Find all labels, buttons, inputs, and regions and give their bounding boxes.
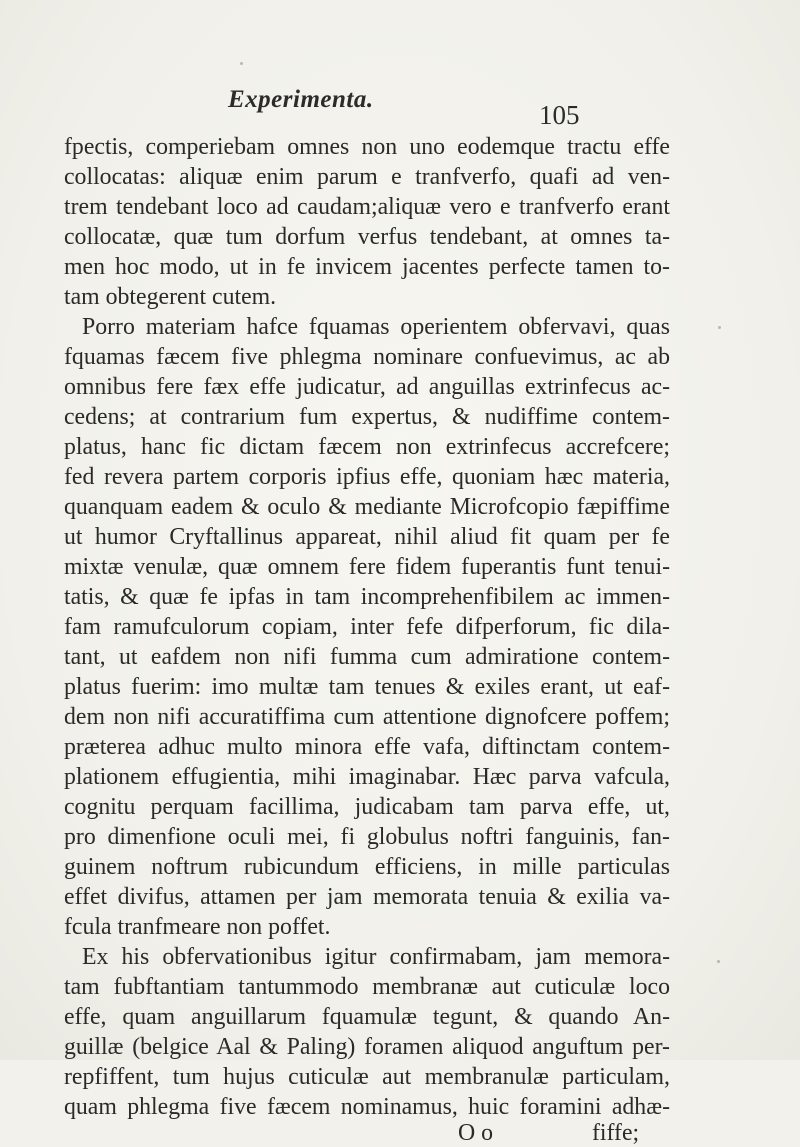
text-line: quanquam eadem & oculo & mediante Microfcopio fæpiffime (64, 494, 670, 520)
text-line: pro dimenfione oculi mei, fi globulus noftri fanguinis, fan- (64, 824, 670, 850)
text-line: tam fubftantiam tantummodo membranæ aut cuticulæ loco (64, 974, 670, 1000)
signature-mark: O o (458, 1120, 494, 1146)
text-line: omnibus fere fæx effe judicatur, ad anguillas extrinfecus ac- (64, 374, 670, 400)
text-line: collocatas: aliquæ enim parum e tranfverfo, quafi ad ven- (64, 164, 670, 190)
text-line: præterea adhuc multo minora effe vafa, diftinctam contem- (64, 734, 670, 760)
text-line: guillæ (belgice Aal & Paling) foramen aliquod anguftum per- (64, 1034, 670, 1060)
text-line: quam phlegma five fæcem nominamus, huic foramini adhæ- (64, 1094, 670, 1120)
text-line: tatis, & quæ fe ipfas in tam incomprehenfibilem ac immen- (64, 584, 670, 610)
text-line: tam obtegerent cutem. (64, 284, 277, 310)
text-line: repfiffent, tum hujus cuticulæ aut membranulæ particulam, (64, 1064, 670, 1090)
text-line: effet divifus, attamen per jam memorata tenuia & exilia va- (64, 884, 670, 910)
text-line: plationem effugientia, mihi imaginabar. Hæc parva vafcula, (64, 764, 670, 790)
text-line: dem non nifi accuratiffima cum attentione dignofcere poffem; (64, 704, 670, 730)
catchword: fiffe; (592, 1120, 640, 1146)
text-line: platus fuerim: imo multæ tam tenues & exiles erant, ut eaf- (64, 674, 670, 700)
text-line: fed revera partem corporis ipfius effe, quoniam hæc materia, (64, 464, 670, 490)
text-line: Ex his obfervationibus igitur confirmabam, jam memora- (82, 944, 670, 970)
text-line: ut humor Cryftallinus appareat, nihil aliud fit quam per fe (64, 524, 670, 550)
paper-speck (718, 326, 721, 329)
page-number: 105 (539, 100, 580, 130)
running-title: Experimenta. (228, 86, 374, 113)
text-line: fpectis, comperiebam omnes non uno eodemque tractu effe (64, 134, 670, 160)
text-line: fquamas fæcem five phlegma nominare confuevimus, ac ab (64, 344, 670, 370)
text-line: Porro materiam hafce fquamas operientem obfervavi, quas (82, 314, 670, 340)
text-line: cedens; at contrarium fum expertus, & nudiffime contem- (64, 404, 670, 430)
text-line: cognitu perquam facillima, judicabam tam parva effe, ut, (64, 794, 670, 820)
text-line: fcula tranfmeare non poffet. (64, 914, 331, 940)
text-line: fam ramufculorum copiam, inter fefe difperforum, fic dila- (64, 614, 670, 640)
paper-speck (240, 62, 243, 65)
text-line: mixtæ venulæ, quæ omnem fere fidem fuperantis funt tenui- (64, 554, 670, 580)
text-line: effe, quam anguillarum fquamulæ tegunt, & quando An- (64, 1004, 670, 1030)
text-line: tant, ut eafdem non nifi fumma cum admiratione contem- (64, 644, 670, 670)
text-line: platus, hanc fic dictam fæcem non extrinfecus accrefcere; (64, 434, 670, 460)
text-line: guinem noftrum rubicundum efficiens, in mille particulas (64, 854, 670, 880)
text-line: trem tendebant loco ad caudam;aliquæ vero e tranfverfo erant (64, 194, 670, 220)
text-line: men hoc modo, ut in fe invicem jacentes perfecte tamen to- (64, 254, 670, 280)
text-line: collocatæ, quæ tum dorfum verfus tendebant, at omnes ta- (64, 224, 670, 250)
paper-speck (717, 960, 720, 963)
